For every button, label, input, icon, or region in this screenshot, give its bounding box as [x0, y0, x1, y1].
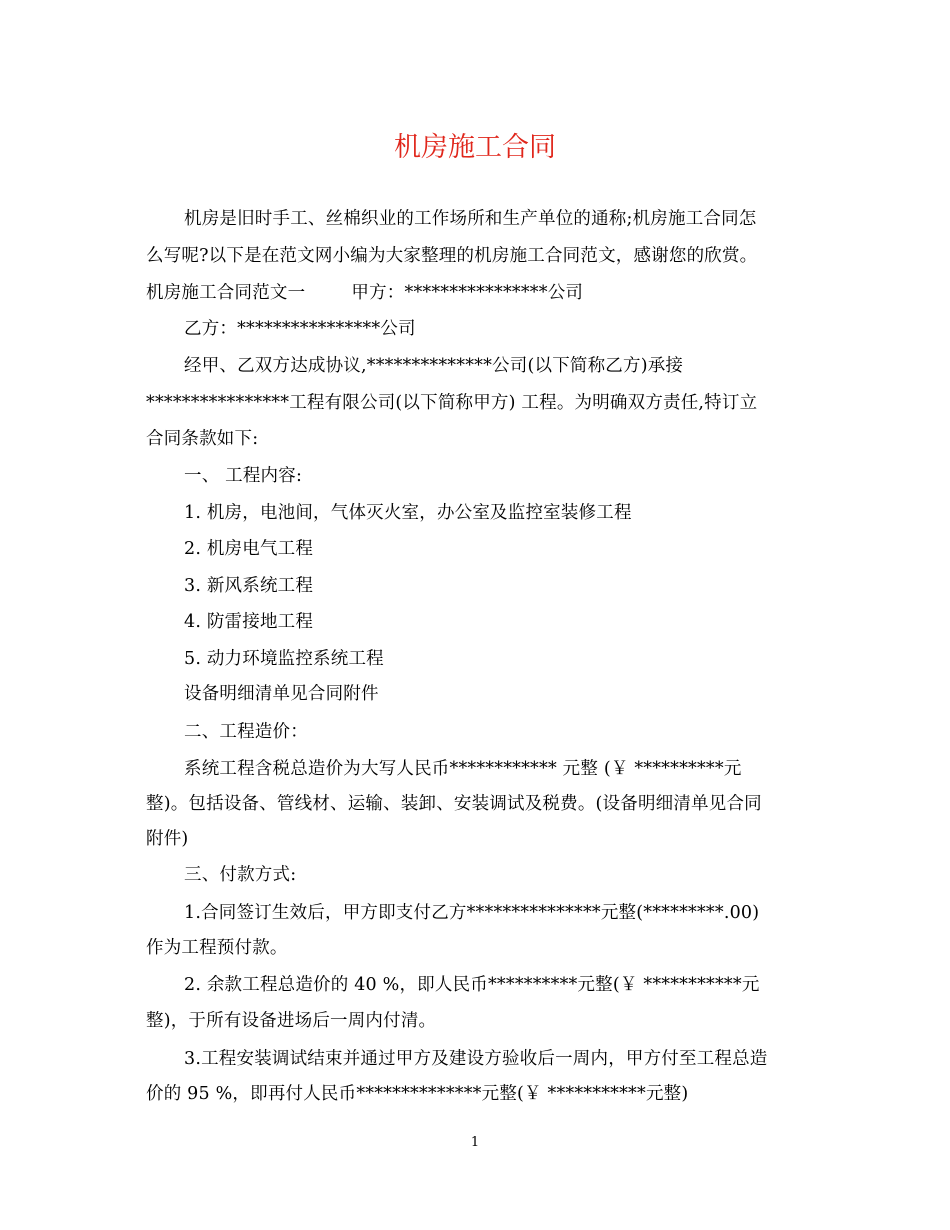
text-line: 机房是旧时手工、丝棉织业的工作场所和生产单位的通称;机房施工合同怎 — [184, 209, 757, 229]
text-line: 经甲、乙双方达成协议,**************公司(以下简称乙方)承接 — [184, 356, 684, 376]
text-line: 乙方：****************公司 — [184, 319, 416, 339]
list-item: 2. 机房电气工程 — [184, 539, 314, 559]
list-item: 4. 防雷接地工程 — [184, 612, 314, 632]
section-heading: 三、付款方式: — [184, 865, 297, 885]
text-line: ****************工程有限公司(以下简称甲方) 工程。为明确双方责任,特订立 — [146, 393, 758, 413]
text-line: 价的 95 %，即再付人民币**************元整(￥ ***********元整) — [146, 1084, 689, 1104]
text-line: 整)，于所有设备进场后一周内付清。 — [146, 1011, 437, 1031]
text-line: 1.合同签订生效后，甲方即支付乙方***************元整(*********.00) — [184, 903, 760, 923]
text-line: 合同条款如下: — [146, 429, 259, 449]
list-item: 5. 动力环境监控系统工程 — [184, 649, 384, 669]
text-line: 2. 余款工程总造价的 40 %，即人民币**********元整(￥ ***********元 — [184, 975, 760, 995]
text-line: 系统工程含税总造价为大写人民币************ 元整 (￥ **********元 — [184, 759, 742, 779]
section-heading: 一、 工程内容: — [184, 466, 303, 486]
text-line: 3.工程安装调试结束并通过甲方及建设方验收后一周内，甲方付至工程总造 — [184, 1049, 768, 1069]
section-heading: 二、工程造价： — [184, 722, 308, 742]
text-line: 整)。包括设备、管线材、运输、装卸、安装调试及税费。(设备明细清单见合同 — [146, 794, 762, 814]
document-title: 机房施工合同 — [394, 132, 556, 163]
list-item: 3. 新风系统工程 — [184, 576, 314, 596]
text-line: 作为工程预付款。 — [146, 938, 288, 958]
text-line: 附件) — [146, 829, 189, 849]
page-number: 1 — [470, 1135, 480, 1150]
text-line: 么写呢?以下是在范文网小编为大家整理的机房施工合同范文，感谢您的欣赏。 — [146, 246, 758, 266]
list-item: 1. 机房，电池间，气体灭火室，办公室及监控室装修工程 — [184, 503, 632, 523]
text-line: 机房施工合同范文一 甲方：****************公司 — [146, 283, 584, 303]
text-line: 设备明细清单见合同附件 — [184, 684, 379, 704]
